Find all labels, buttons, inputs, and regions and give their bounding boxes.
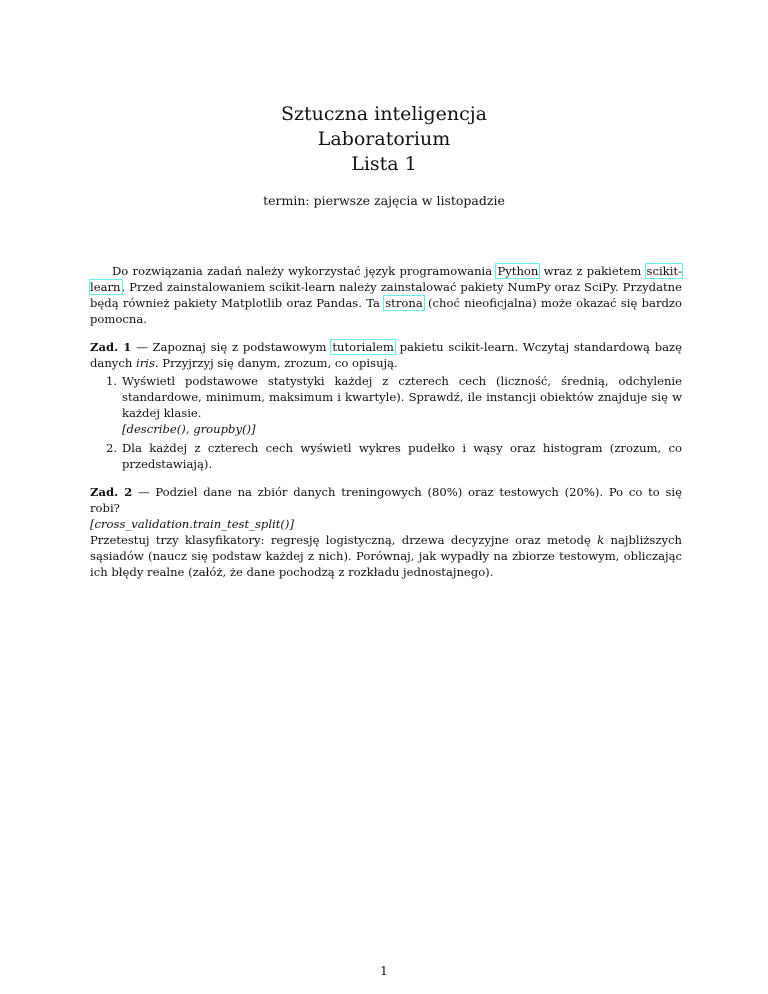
intro-paragraph [90,263,682,327]
deadline-text: termin: pierwsze zajęcia w listopadzie [263,193,505,208]
tutorial-link[interactable]: tutorialem [332,340,394,354]
python-link[interactable]: Python [497,264,539,278]
title-line-1: Sztuczna inteligencja [280,103,487,125]
task-2-text-1: Podziel dane na zbiór danych treningowych (80%) oraz testowych (20%). Po co to się robi? [90,485,682,515]
iris-dataset-name: iris [136,356,155,370]
intro-text-4: (choć nieoficjalna) może okazać się bardzo pomocna. [90,296,682,326]
task-1-list [90,373,682,472]
document-body [90,263,682,580]
task-1-label: Zad. 1 [90,340,132,354]
task-2-text-3: najbliższych sąsiadów (naucz się podstaw każdej z nich). Porównaj, jak wypadły na zbiorze testowym, obliczając ich błędy realne (załóż, że dane pochodzą z rozkładu jednostajnego). [90,533,682,579]
task-2 [90,484,682,580]
intro-text-1: Do rozwiązania zadań należy wykorzystać język programowania [112,264,497,278]
list-item-number: 1. [106,374,118,388]
title-line-2: Laboratorium [317,128,451,150]
list-item [90,373,682,437]
task-1-dash: — [131,340,153,354]
task-1-text-3: . Przyjrzyj się danym, zrozum, co opisują. [154,356,398,370]
list-item-hint: [describe(), groupby()] [122,422,256,436]
scikit-learn-link[interactable]: scikit-learn [90,264,682,294]
task-2-label: Zad. 2 [90,485,133,499]
title-line-3: Lista 1 [351,153,417,175]
list-item-text: Wyświetl podstawowe statystyki każdej z czterech cech (liczność, średnią, odchylenie standardowe, minimum, maksimum i kwartyle). Sprawdź, ile instancji obiektów znajduje się w każdej klasie. [122,374,682,420]
document-title [0,102,768,177]
task-1-text-2: pakietu scikit-learn. Wczytaj standardową bazę danych [90,340,682,370]
list-item-number: 2. [106,441,118,455]
list-item [90,440,682,472]
intro-text-3: . Przed zainstalowaniem scikit-learn należy zainstalować pakiety NumPy oraz SciPy. Przydatne będą również pakiety Matplotlib oraz Pandas. Ta [90,280,682,310]
task-2-text-2: Przetestuj trzy klasyfikatory: regresję logistyczną, drzewa decyzyjne oraz metodę [90,533,598,547]
task-2-k: k [597,533,605,547]
task-1 [90,339,682,371]
task-1-text-1: Zapoznaj się z podstawowym [152,340,332,354]
task-2-dash: — [132,485,156,499]
page-number: 1 [380,964,388,978]
list-item-text: Dla każdej z czterech cech wyświetl wykres pudełko i wąsy oraz histogram (zrozum, co przedstawiają). [122,441,682,471]
task-2-hint: [cross_validation.train_test_split()] [90,517,294,531]
strona-link[interactable]: strona [385,296,423,310]
intro-text-2: wraz z pakietem [539,264,646,278]
